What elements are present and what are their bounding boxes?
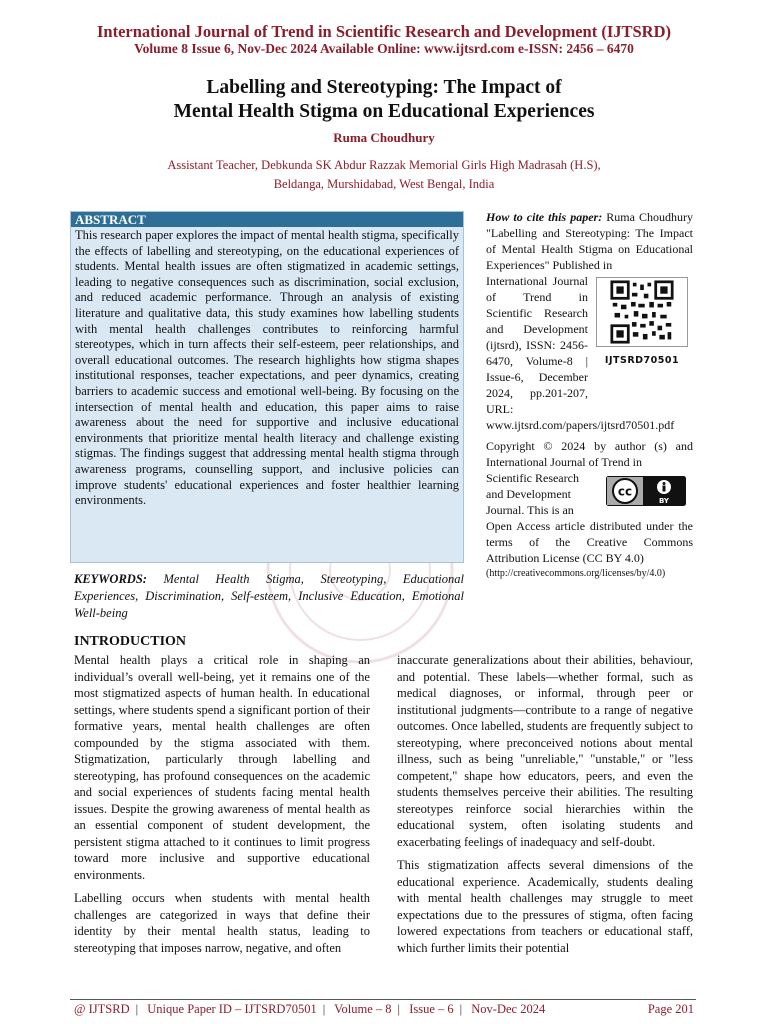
footer-issue: Issue – 6 (409, 1002, 454, 1016)
paper-title (0, 76, 768, 124)
svg-text:cc: cc (617, 484, 633, 499)
copyright-rest: Open Access article distributed under the terms of the Creative Commons Attribution License (CC BY 4.0) (486, 519, 693, 565)
affiliation-line-1: Assistant Teacher, Debkunda SK Abdur Razzak Memorial Girls High Madrasah (H.S), (167, 158, 601, 172)
journal-meta: Volume 8 Issue 6, Nov-Dec 2024 Available Online: www.ijtsrd.com e-ISSN: 2456 – 6470 (134, 41, 634, 56)
footer-page-number: Page 201 (647, 1002, 694, 1016)
journal-name: International Journal of Trend in Scientific Research and Development (IJTSRD) (97, 22, 671, 41)
intro-paragraph: Mental health plays a critical role in shaping an individual’s overall well-being, yet it remains one of the most stigmatized aspects of human health. In educational settings, where students spend a significant portion of their formative years, mental health challenges are often compounded by the stigma associated with them. Stigmatization, particularly through labelling and stereotyping, has profound consequences on the academic and social experiences of students facing mental health issues. Despite the growing awareness of mental health as an essential component of student development, the persistent stigma attached to it continues to limit progress toward more inclusive and supportive educational environments. (74, 653, 370, 882)
copyright-top: Copyright © 2024 by author (s) and International Journal of Trend in (486, 439, 693, 469)
keywords-text: Mental Health Stigma, Stereotyping, Educational Experiences, Discrimination, Self-esteem, Inclusive Education, Emotional Well-being (74, 572, 465, 620)
cite-text: Ruma Choudhury "Labelling and Stereotyping: The Impact of Mental Health Stigma on Educational Experiences" Published in (486, 210, 693, 272)
footer-divider (70, 999, 696, 1000)
author-affiliation (0, 156, 768, 194)
copyright-side: Scientific Research and Development Journal. This is an (486, 471, 579, 517)
footer-brand: @ IJTSRD (74, 1002, 130, 1016)
intro-paragraph: This stigmatization affects several dimensions of the educational experience. Academically, students dealing with mental health challenges may struggle to meet expectations due to the pressures of stigma, often facing lowered expectations from teachers or educational staff, which further limits their potential (397, 858, 693, 955)
cc-by-text: BY (658, 497, 670, 505)
intro-paragraph: Labelling occurs when students with mental health challenges are categorized in ways that define their identity by their mental health status, leading to stereotyping that imposes narrow, negative, and often (74, 891, 370, 955)
author-name: Ruma Choudhury (333, 130, 435, 145)
title-line-2: Mental Health Stigma on Educational Experiences (173, 101, 595, 122)
footer-paper-id: Unique Paper ID – IJTSRD70501 (147, 1002, 317, 1016)
cite-url[interactable]: www.ijtsrd.com/papers/ijtsrd70501.pdf (486, 418, 675, 432)
abstract-text: This research paper explores the impact of mental health stigma, specifically the effects of labelling and stereotyping, on the educational experiences of students. Mental health issues are often stigmatized in academic settings, leading to negative consequences such as discrimination, social exclusion, and reduced academic performance. Through an analysis of existing literature and qualitative data, this study examines how labelling students with mental health challenges contributes to reinforcing harmful stereotypes, which in turn affects their self-esteem, peer relationships, and overall educational outcomes. The research highlights how stigma shapes institutional responses, teacher expectations, and peer dynamics, creating barriers to academic success and emotional well-being. By focusing on the intersection of mental health and education, this paper aims to raise awareness about the need for supportive and inclusive educational environments that prioritize mental health literacy and challenge existing stigmas. The findings suggest that addressing mental health stigma through awareness programs, counselling support, and inclusive policies can improve students' educational experiences and foster healthier learning environments. (75, 228, 459, 508)
qr-code-block (588, 273, 693, 417)
cc-by-license-icon (606, 476, 686, 506)
page-footer: @ IJTSRD | Unique Paper ID – IJTSRD70501 | Volume – 8 | Issue – 6 | Nov-Dec 2024 Page 201 (74, 1002, 694, 1016)
cite-row (486, 273, 693, 417)
intro-column-left (74, 652, 370, 963)
cite-side-text: International Journal of Trend in Scientific Research and Development (ijtsrd), ISSN: 2456-6470, Volume-8 | Issue-6, December 2024, pp.201-207, URL: (486, 274, 588, 416)
qr-code-label: IJTSRD70501 (604, 355, 680, 366)
title-line-1: Labelling and Stereotyping: The Impact of (206, 77, 562, 98)
cc-badge (594, 470, 686, 518)
cc-license-url[interactable]: (http://creativecommons.org/licenses/by/4.0) (486, 568, 666, 579)
footer-volume: Volume – 8 (334, 1002, 392, 1016)
copyright-row (486, 470, 693, 518)
intro-column-right (397, 652, 693, 963)
qr-code-icon (596, 277, 688, 347)
cite-full (486, 209, 693, 273)
abstract-box (70, 211, 464, 563)
keywords (74, 571, 464, 622)
abstract-heading: ABSTRACT (71, 212, 463, 227)
cite-label: How to cite this paper: (486, 210, 603, 224)
section-heading-introduction: INTRODUCTION (74, 634, 187, 649)
copyright-block (486, 438, 693, 582)
affiliation-line-2: Beldanga, Murshidabad, West Bengal, India (273, 177, 495, 191)
intro-paragraph: inaccurate generalizations about their abilities, behaviour, and potential. These labels—whether formal, such as medical diagnoses, or informal, through peer or institutional judgments—contribute to a range of negative outcomes. Once labelled, students are frequently subject to stereotyping, where preconceived notions about mental illness, such as being "unreliable," "unstable," or "less competent," shape how educators, peers, and even the students themselves perceive their abilities. The resulting stereotypes reinforce social hierarchies within the educational system, often isolating students and exacerbating feelings of inadequacy and self-doubt. (397, 653, 693, 849)
keywords-label: KEYWORDS: (74, 572, 147, 586)
cite-block (486, 209, 693, 433)
footer-date: Nov-Dec 2024 (471, 1002, 546, 1016)
